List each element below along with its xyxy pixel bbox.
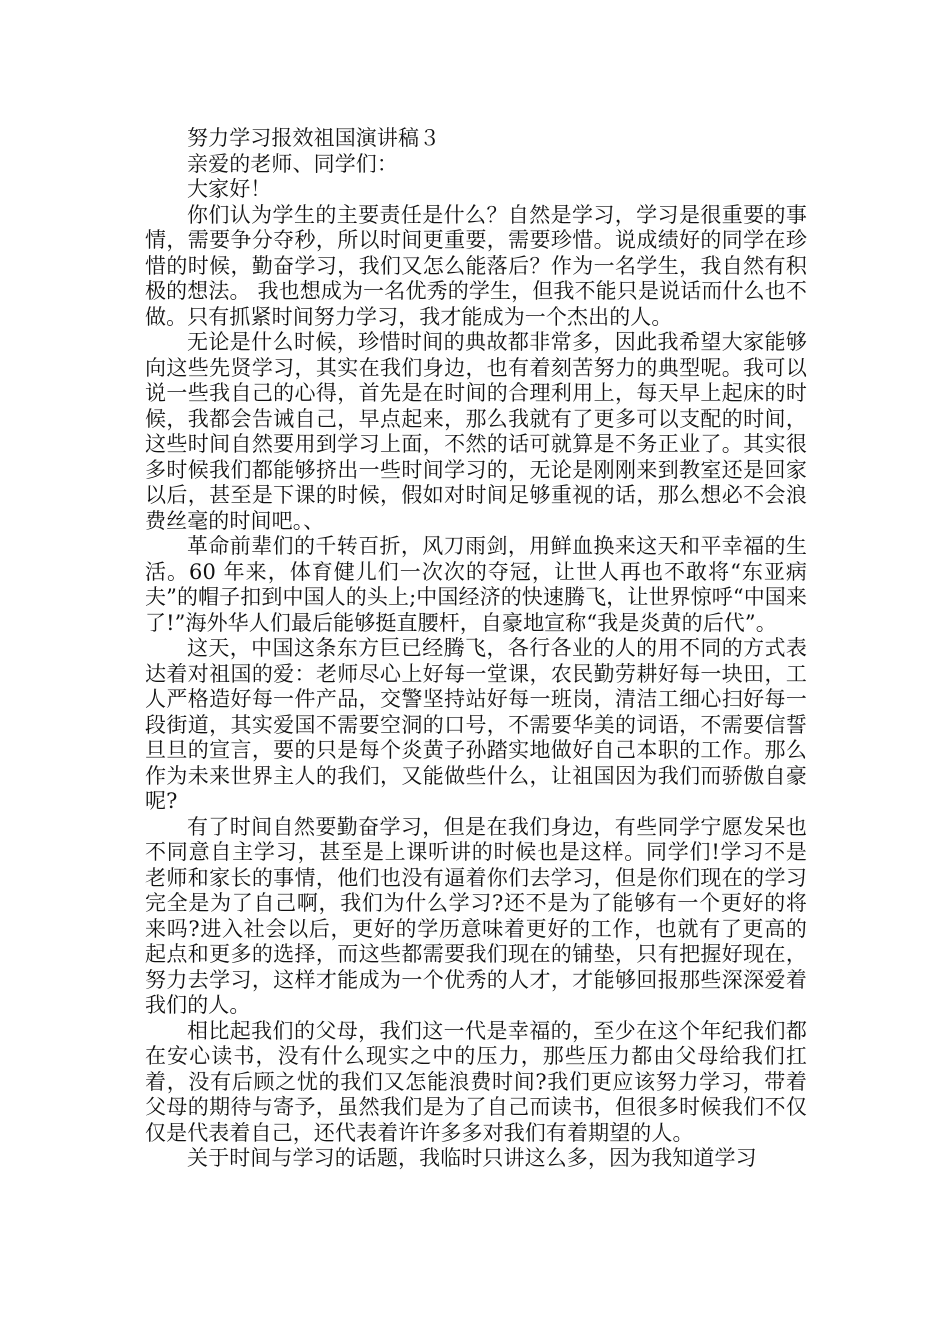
paragraph: 这天，中国这条东方巨已经腾飞，各行各业的人的用不同的方式表达着对祖国的爱：老师尽心上好每一堂课，农民勤劳耕好每一块田，工人严格造好每一件产品，交警坚持站好每一班岗，清洁工细心扫好每一段街道，其实爱国不需要空洞的口号，不需要华美的词语，不需要信誓旦旦的宣言，要的只是每个炎黄子孙踏实地做好自己本职的工作。那么作为未来世界主人的我们，又能做些什么，让祖国因为我们而骄傲自豪呢? [145, 636, 807, 813]
document-title: 努力学习报效祖国演讲稿３ [187, 126, 441, 150]
paragraph: 革命前辈们的千转百折，风刀雨剑，用鲜血换来这天和平幸福的生活。60 年来，体育健儿们一次次的夺冠，让世人再也不敢将“东亚病夫”的帽子扣到中国人的头上;中国经济的快速腾飞，让世界惊呼“中国来了!”海外华人们最后能够挺直腰杆，自豪地宣称“我是炎黄的后代”。 [145, 534, 807, 635]
paragraph: 你们认为学生的主要责任是什么？自然是学习，学习是很重要的事情，需要争分夺秒，所以时间更重要，需要珍惜。说成绩好的同学在珍惜的时候，勤奋学习，我们又怎么能落后？作为一名学生，我自然有积极的想法。 我也想成为一名优秀的学生，但我不能只是说话而什么也不做。只有抓紧时间努力学习，我才能成为一个杰出的人。 [145, 202, 807, 329]
paragraph: 有了时间自然要勤奋学习，但是在我们身边，有些同学宁愿发呆也不同意自主学习，甚至是上课听讲的时候也是这样。同学们!学习不是老师和家长的事情，他们也没有逼着你们去学习，但是你们现在的学习完全是为了自己啊，我们为什么学习?还不是为了能够有一个更好的将来吗?进入社会以后，更好的学历意味着更好的工作，也就有了更高的起点和更多的选择，而这些都需要我们现在的铺垫，只有把握好现在，努力去学习，这样才能成为一个优秀的人才，才能够回报那些深深爱着我们的人。 [145, 814, 807, 1017]
salutation: 亲爱的老师、同学们： [187, 151, 398, 176]
paragraph: 相比起我们的父母，我们这一代是幸福的，至少在这个年纪我们都在安心读书，没有什么现实之中的压力，那些压力都由父母给我们扛着，没有后顾之忧的我们又怎能浪费时间?我们更应该努力学习，带着父母的期待与寄予，虽然我们是为了自己而读书，但很多时候我们不仅仅是代表着自己，还代表着许许多多对我们有着期望的人。 [145, 1018, 807, 1145]
paragraph: 无论是什么时候，珍惜时间的典故都非常多，因此我希望大家能够向这些先贤学习，其实在我们身边，也有着刻苦努力的典型呢。我可以说一些我自己的心得，首先是在时间的合理利用上，每天早上起床的时候，我都会告诫自己，早点起来，那么我就有了更多可以支配的时间，这些时间自然要用到学习上面，不然的话可就算是不务正业了。其实很多时候我们都能够挤出一些时间学习的，无论是刚刚来到教室还是回家以后，甚至是下课的时候，假如对时间足够重视的话，那么想必不会浪费丝毫的时间吧。、 [145, 330, 807, 533]
greeting: 大家好！ [187, 177, 272, 201]
paragraph: 关于时间与学习的话题，我临时只讲这么多，因为我知道学习 [187, 1146, 757, 1170]
document-body [145, 126, 807, 1172]
